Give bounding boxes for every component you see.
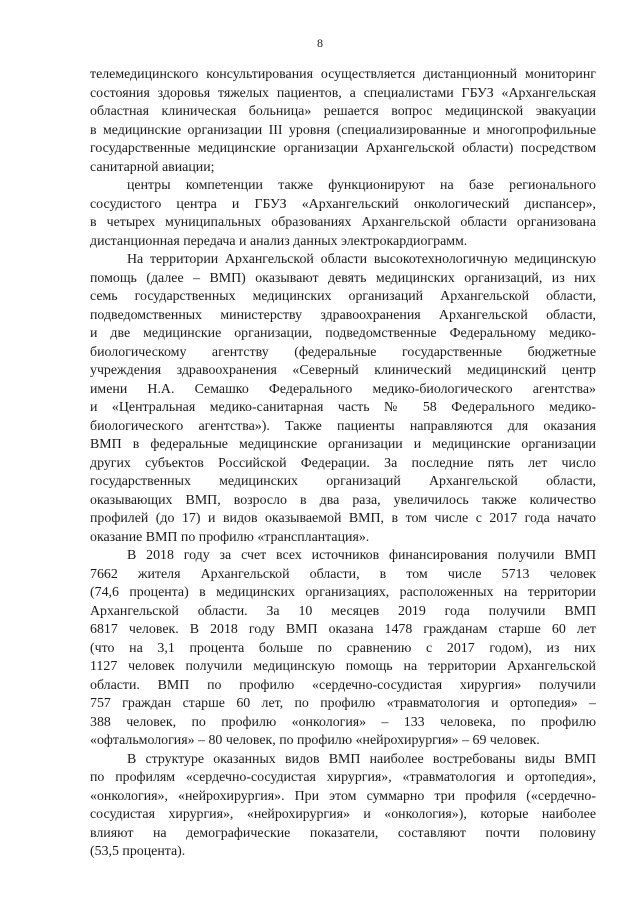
paragraph-2: [90, 177, 596, 251]
text-line: имени Н.А. Семашко Федерального медико-биологического агентства»: [90, 381, 596, 397]
text-line: 6817 человек. В 2018 году ВМП оказана 1478 гражданам старше 60 лет: [90, 622, 596, 637]
text-line: Архангельской области. За 10 месяцев 2019 года получили ВМП: [90, 603, 596, 619]
text-line: учреждения здравоохранения «Северный клинический медицинский центр: [90, 363, 596, 378]
text-line: помощь (далее – ВМП) оказывают девять медицинских организаций, из них: [90, 270, 596, 286]
text-line: областная клиническая больница» решается вопрос медицинской эвакуации: [90, 104, 596, 119]
text-line: по профилям «сердечно-сосудистая хирургия», «травматология и ортопедия»,: [90, 770, 596, 785]
text-line: влияют на демографические показатели, составляют почти половину: [90, 825, 596, 841]
text-line: оказывающих ВМП, возросло в два раза, увеличилось также количество: [90, 492, 596, 508]
text-line: центры компетенции также функционируют на базе регионального: [127, 178, 596, 193]
text-line: 388 человек, по профилю «онкология» – 133 человека, по профилю: [90, 714, 596, 730]
text-line: оказание ВМП по профилю «трансплантация».: [90, 529, 370, 545]
text-line: В структуре оказанных видов ВМП наиболее востребованы виды ВМП: [127, 751, 596, 767]
text-line: дистанционная передача и анализ данных электрокардиограмм.: [90, 233, 468, 249]
text-line: состояния здоровья тяжелых пациентов, а специалистами ГБУЗ «Архангельская: [90, 85, 596, 101]
text-line: и «Центральная медико-санитарная часть № 58 Федерального медико-: [90, 400, 596, 415]
text-line: других субъектов Российской Федерации. За последние пять лет число: [90, 455, 596, 471]
text-line: (что на 3,1 процента больше по сравнению с 2017 годом), из них: [90, 640, 596, 656]
text-line: семь государственных медицинских организаций Архангельской области,: [90, 289, 596, 304]
text-line: «офтальмология» – 80 человек, по профилю «нейрохирургия» – 69 человек.: [90, 733, 540, 748]
text-line: На территории Архангельской области высокотехнологичную медицинскую: [127, 252, 596, 267]
text-line: подведомственных министерству здравоохранения Архангельской области,: [90, 307, 596, 323]
page-number: 8: [317, 36, 323, 50]
text-line: профилей (до 17) и видов оказываемой ВМП, в том числе с 2017 года начато: [90, 511, 596, 526]
paragraph-1: [90, 66, 596, 177]
text-line: телемедицинского консультирования осуществляется дистанционный мониторинг: [90, 67, 596, 82]
text-line: санитарной авиации;: [90, 159, 215, 175]
text-line: государственных медицинских организаций Архангельской области,: [90, 474, 596, 489]
text-line: В 2018 году за счет всех источников финансирования получили ВМП: [127, 548, 596, 563]
text-line: (53,5 процента).: [90, 844, 186, 859]
text-line: в медицинские организации III уровня (специализированные и многопрофильные: [90, 122, 596, 138]
text-line: биологического агентства»). Также пациенты направляются для оказания: [90, 418, 596, 434]
text-line: «онкология», «нейрохирургия». При этом суммарно три профиля («сердечно-: [90, 788, 596, 804]
text-line: в четырех муниципальных образованиях Архангельской области организована: [90, 215, 596, 230]
text-line: 7662 жителя Архангельской области, в том числе 5713 человек: [90, 566, 596, 582]
body-text: [90, 66, 596, 862]
text-line: ВМП в федеральные медицинские организации и медицинские организации: [90, 437, 596, 452]
text-line: 1127 человек получили медицинскую помощь на территории Архангельской: [90, 659, 596, 674]
text-line: 757 граждан старше 60 лет, по профилю «травматология и ортопедия» –: [90, 696, 596, 711]
text-line: (74,6 процента) в медицинских организациях, расположенных на территории: [90, 585, 596, 600]
text-line: области. ВМП по профилю «сердечно-сосудистая хирургия» получили: [90, 677, 596, 693]
paragraph-4: [90, 547, 596, 751]
text-line: сосудистого центра и ГБУЗ «Архангельский онкологический диспансер»,: [90, 196, 596, 212]
text-line: государственные медицинские организации Архангельской области) посредством: [90, 141, 596, 156]
text-line: и две медицинские организации, подведомственные Федеральному медико-: [90, 326, 596, 341]
text-line: сосудистая хирургия», «нейрохирургия» и «онкология»), которые наиболее: [90, 807, 596, 822]
text-line: биологическому агентству (федеральные государственные бюджетные: [90, 344, 596, 360]
paragraph-5: [90, 751, 596, 862]
paragraph-3: [90, 251, 596, 547]
